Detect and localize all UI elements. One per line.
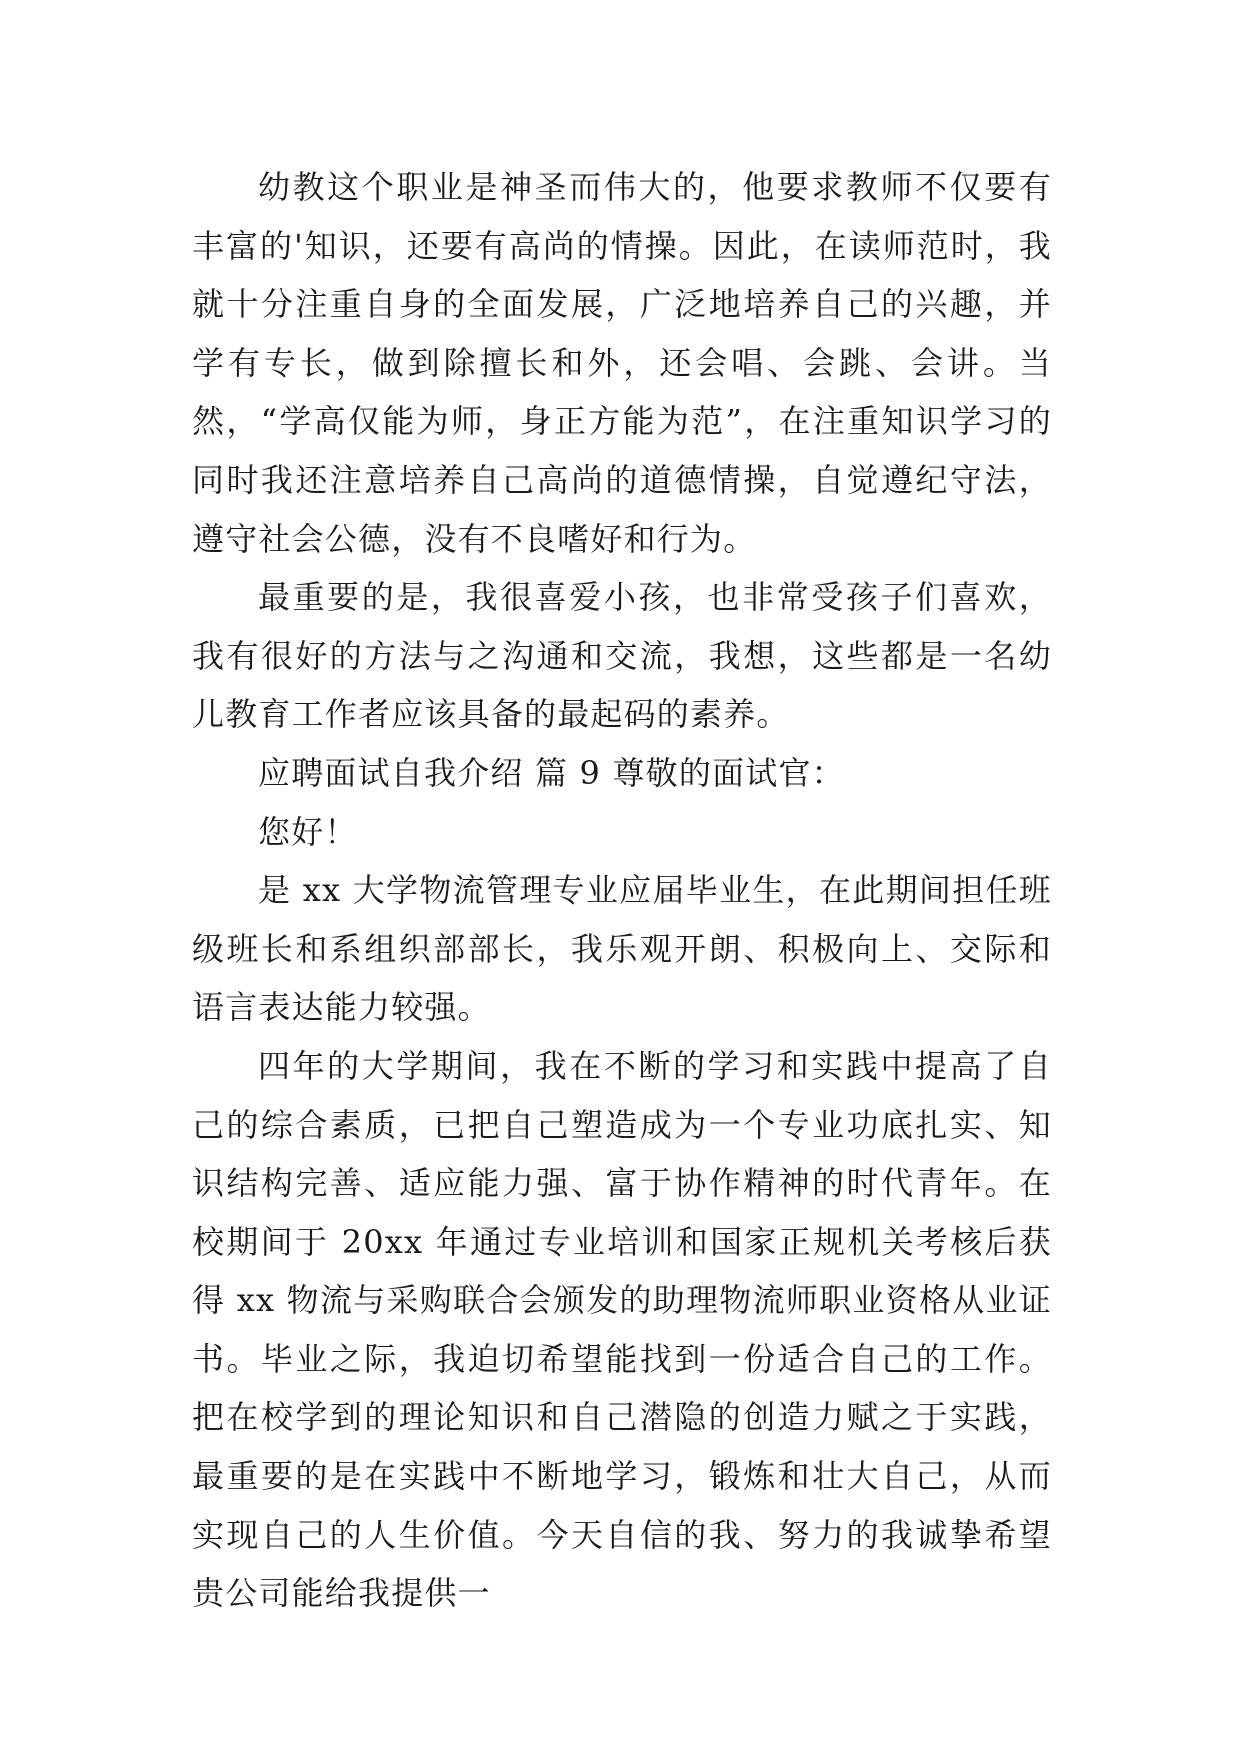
paragraph-self-introduction: 是 xx 大学物流管理专业应届毕业生，在此期间担任班级班长和系组织部部长，我乐观开朗、积极向上、交际和语言表达能力较强。: [192, 871, 1052, 1027]
paragraph-love-children: 最重要的是，我很喜爱小孩，也非常受孩子们喜欢，我有很好的方法与之沟通和交流，我想，这些都是一名幼儿教育工作者应该具备的最起码的素养。: [192, 578, 1052, 734]
document-body: [192, 158, 1052, 1623]
paragraph-university-years: 四年的大学期间，我在不断的学习和实践中提高了自己的综合素质，已把自己塑造成为一个专业功底扎实、知识结构完善、适应能力强、富于协作精神的时代青年。在校期间于 20xx 年通过专业培训和国家正规机关考核后获得 xx 物流与采购联合会颁发的助理物流师职业资格从业证书。毕业之际，我迫切希望能找到一份适合自己的工作。把在校学到的理论知识和自己潜隐的创造力赋之于实践，最重要的是在实践中不断地学习，锻炼和壮大自己，从而实现自己的人生价值。今天自信的我、努力的我诚挚希望贵公司能给我提供一: [192, 1046, 1052, 1613]
paragraph-greeting: 您好！: [258, 812, 358, 851]
paragraph-section-heading: 应聘面试自我介绍 篇 9 尊敬的面试官：: [258, 753, 845, 792]
paragraph-kindergarten-teaching: 幼教这个职业是神圣而伟大的，他要求教师不仅要有丰富的'知识，还要有高尚的情操。因此，在读师范时，我就十分注重自身的全面发展，广泛地培养自己的兴趣，并学有专长，做到除擅长和外，还会唱、会跳、会讲。当然，“学高仅能为师，身正方能为范”，在注重知识学习的同时我还注意培养自己高尚的道德情操，自觉遵纪守法，遵守社会公德，没有不良嗜好和行为。: [192, 168, 1052, 558]
